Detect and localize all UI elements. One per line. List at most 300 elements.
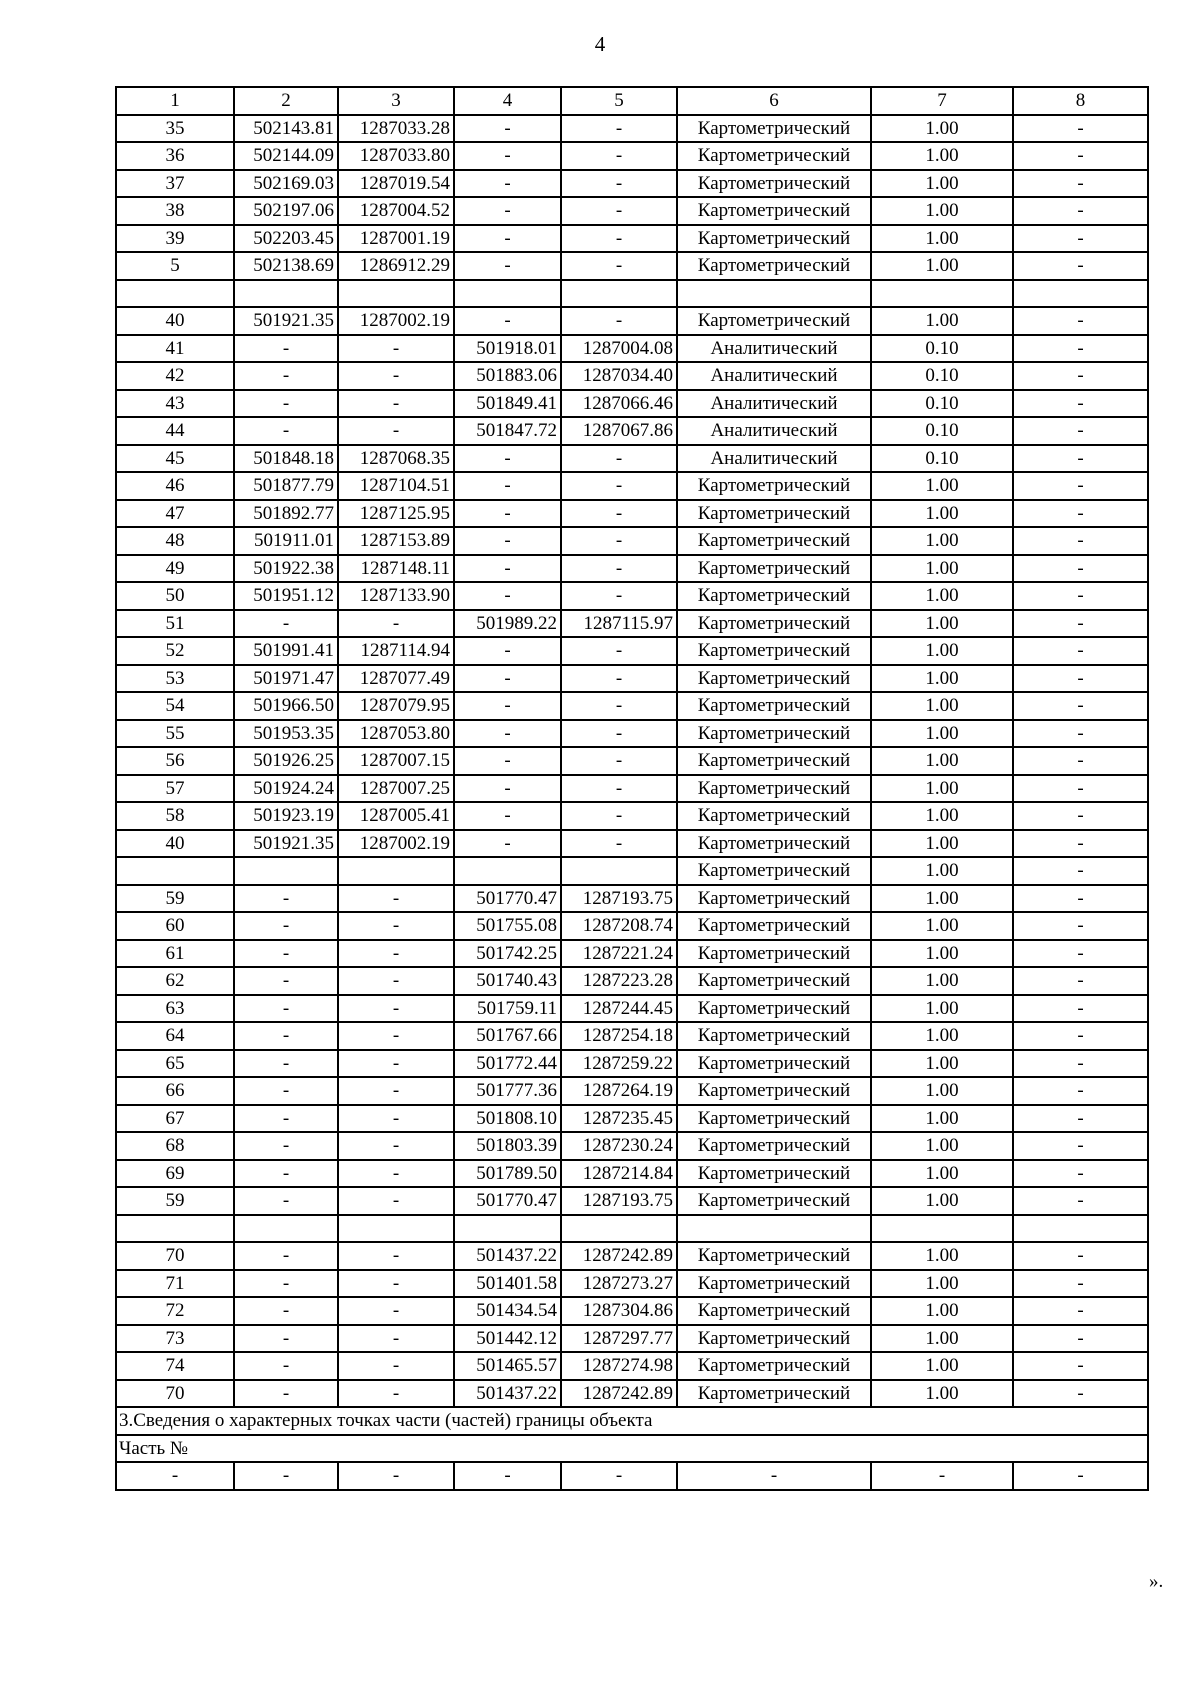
table-header-row bbox=[116, 87, 1148, 115]
point-number-cell: 72 bbox=[116, 1297, 234, 1325]
method-cell: Картометрический bbox=[677, 802, 871, 830]
table-row bbox=[116, 1462, 1148, 1490]
accuracy-cell: 0.10 bbox=[871, 445, 1013, 473]
x-coordinate-new-cell: 501777.36 bbox=[454, 1077, 561, 1105]
accuracy-cell: 1.00 bbox=[871, 692, 1013, 720]
y-coordinate-cell: - bbox=[338, 362, 454, 390]
x-coordinate-cell: - bbox=[234, 885, 338, 913]
method-cell: Картометрический bbox=[677, 527, 871, 555]
method-cell: Картометрический bbox=[677, 1105, 871, 1133]
description-cell: - bbox=[1013, 335, 1148, 363]
x-coordinate-cell: - bbox=[234, 995, 338, 1023]
table-cell: - bbox=[338, 1462, 454, 1490]
point-number-cell: 62 bbox=[116, 967, 234, 995]
y-coordinate-new-cell: - bbox=[561, 115, 677, 143]
x-coordinate-new-cell: 501759.11 bbox=[454, 995, 561, 1023]
part-label: Часть № bbox=[116, 1435, 1148, 1463]
x-coordinate-cell: 501971.47 bbox=[234, 665, 338, 693]
y-coordinate-new-cell: - bbox=[561, 170, 677, 198]
accuracy-cell: 0.10 bbox=[871, 335, 1013, 363]
accuracy-cell: 1.00 bbox=[871, 527, 1013, 555]
description-cell: - bbox=[1013, 1105, 1148, 1133]
point-number-cell: 71 bbox=[116, 1270, 234, 1298]
y-coordinate-new-cell: - bbox=[561, 555, 677, 583]
method-cell: Картометрический bbox=[677, 610, 871, 638]
y-coordinate-cell: - bbox=[338, 1187, 454, 1215]
x-coordinate-new-cell: - bbox=[454, 225, 561, 253]
y-coordinate-new-cell: - bbox=[561, 720, 677, 748]
accuracy-cell bbox=[871, 280, 1013, 308]
description-cell: - bbox=[1013, 500, 1148, 528]
method-cell: Картометрический bbox=[677, 197, 871, 225]
point-number-cell: 60 bbox=[116, 912, 234, 940]
table-row bbox=[116, 390, 1148, 418]
accuracy-cell: 1.00 bbox=[871, 885, 1013, 913]
point-number-cell: 50 bbox=[116, 582, 234, 610]
x-coordinate-cell: 502203.45 bbox=[234, 225, 338, 253]
point-number-cell bbox=[116, 1215, 234, 1243]
method-cell: Аналитический bbox=[677, 335, 871, 363]
description-cell: - bbox=[1013, 115, 1148, 143]
method-cell: Аналитический bbox=[677, 362, 871, 390]
x-coordinate-new-cell: - bbox=[454, 665, 561, 693]
description-cell: - bbox=[1013, 830, 1148, 858]
description-cell: - bbox=[1013, 170, 1148, 198]
x-coordinate-cell: - bbox=[234, 940, 338, 968]
y-coordinate-new-cell: - bbox=[561, 445, 677, 473]
x-coordinate-new-cell: - bbox=[454, 252, 561, 280]
description-cell: - bbox=[1013, 252, 1148, 280]
y-coordinate-cell: 1287079.95 bbox=[338, 692, 454, 720]
y-coordinate-new-cell: 1287242.89 bbox=[561, 1380, 677, 1408]
point-number-cell: 49 bbox=[116, 555, 234, 583]
point-number-cell: 48 bbox=[116, 527, 234, 555]
y-coordinate-new-cell: 1287274.98 bbox=[561, 1352, 677, 1380]
table-row bbox=[116, 1077, 1148, 1105]
y-coordinate-cell: 1287068.35 bbox=[338, 445, 454, 473]
x-coordinate-new-cell: 501789.50 bbox=[454, 1160, 561, 1188]
method-cell: Картометрический bbox=[677, 1160, 871, 1188]
method-cell: Картометрический bbox=[677, 775, 871, 803]
accuracy-cell: 1.00 bbox=[871, 1132, 1013, 1160]
x-coordinate-new-cell bbox=[454, 1215, 561, 1243]
point-number-cell: 69 bbox=[116, 1160, 234, 1188]
x-coordinate-cell: - bbox=[234, 1270, 338, 1298]
x-coordinate-cell: 502144.09 bbox=[234, 142, 338, 170]
description-cell bbox=[1013, 1215, 1148, 1243]
x-coordinate-new-cell: 501465.57 bbox=[454, 1352, 561, 1380]
method-cell: Картометрический bbox=[677, 500, 871, 528]
y-coordinate-cell: 1286912.29 bbox=[338, 252, 454, 280]
y-coordinate-new-cell: 1287214.84 bbox=[561, 1160, 677, 1188]
x-coordinate-new-cell: 501767.66 bbox=[454, 1022, 561, 1050]
method-cell: Картометрический bbox=[677, 170, 871, 198]
y-coordinate-new-cell: 1287034.40 bbox=[561, 362, 677, 390]
table-row bbox=[116, 1242, 1148, 1270]
y-coordinate-cell: 1287153.89 bbox=[338, 527, 454, 555]
accuracy-cell: 1.00 bbox=[871, 197, 1013, 225]
method-cell: Картометрический bbox=[677, 142, 871, 170]
x-coordinate-new-cell: - bbox=[454, 527, 561, 555]
y-coordinate-new-cell: 1287297.77 bbox=[561, 1325, 677, 1353]
x-coordinate-cell: 501923.19 bbox=[234, 802, 338, 830]
y-coordinate-new-cell: - bbox=[561, 637, 677, 665]
y-coordinate-new-cell: 1287273.27 bbox=[561, 1270, 677, 1298]
point-number-cell: 5 bbox=[116, 252, 234, 280]
description-cell: - bbox=[1013, 1160, 1148, 1188]
table-row bbox=[116, 197, 1148, 225]
table-cell: - bbox=[116, 1462, 234, 1490]
x-coordinate-cell: 501922.38 bbox=[234, 555, 338, 583]
method-cell: Картометрический bbox=[677, 857, 871, 885]
description-cell: - bbox=[1013, 610, 1148, 638]
table-row bbox=[116, 885, 1148, 913]
method-cell: Картометрический bbox=[677, 582, 871, 610]
method-cell: Картометрический bbox=[677, 995, 871, 1023]
method-cell: Картометрический bbox=[677, 912, 871, 940]
y-coordinate-new-cell: - bbox=[561, 802, 677, 830]
y-coordinate-new-cell: 1287115.97 bbox=[561, 610, 677, 638]
y-coordinate-new-cell: - bbox=[561, 582, 677, 610]
x-coordinate-new-cell: 501989.22 bbox=[454, 610, 561, 638]
y-coordinate-cell: - bbox=[338, 1022, 454, 1050]
point-number-cell: 58 bbox=[116, 802, 234, 830]
description-cell: - bbox=[1013, 1270, 1148, 1298]
table-row bbox=[116, 912, 1148, 940]
x-coordinate-new-cell: - bbox=[454, 692, 561, 720]
y-coordinate-cell bbox=[338, 857, 454, 885]
table-row bbox=[116, 1270, 1148, 1298]
column-header: 7 bbox=[871, 87, 1013, 115]
description-cell: - bbox=[1013, 197, 1148, 225]
y-coordinate-cell: 1287033.80 bbox=[338, 142, 454, 170]
x-coordinate-cell: - bbox=[234, 362, 338, 390]
y-coordinate-cell: - bbox=[338, 417, 454, 445]
y-coordinate-new-cell bbox=[561, 857, 677, 885]
table-row bbox=[116, 280, 1148, 308]
accuracy-cell: 1.00 bbox=[871, 1325, 1013, 1353]
table-row bbox=[116, 1160, 1148, 1188]
x-coordinate-new-cell: 501401.58 bbox=[454, 1270, 561, 1298]
method-cell: Картометрический bbox=[677, 692, 871, 720]
point-number-cell: 42 bbox=[116, 362, 234, 390]
description-cell: - bbox=[1013, 582, 1148, 610]
table-cell: - bbox=[561, 1462, 677, 1490]
accuracy-cell: 1.00 bbox=[871, 1022, 1013, 1050]
y-coordinate-cell: - bbox=[338, 390, 454, 418]
table-row bbox=[116, 472, 1148, 500]
y-coordinate-cell: - bbox=[338, 995, 454, 1023]
accuracy-cell: 1.00 bbox=[871, 1105, 1013, 1133]
x-coordinate-cell: - bbox=[234, 610, 338, 638]
method-cell: Картометрический bbox=[677, 665, 871, 693]
accuracy-cell: 1.00 bbox=[871, 967, 1013, 995]
y-coordinate-cell: - bbox=[338, 1325, 454, 1353]
x-coordinate-new-cell: 501755.08 bbox=[454, 912, 561, 940]
y-coordinate-new-cell: - bbox=[561, 527, 677, 555]
accuracy-cell: 1.00 bbox=[871, 115, 1013, 143]
x-coordinate-new-cell: 501772.44 bbox=[454, 1050, 561, 1078]
column-header: 6 bbox=[677, 87, 871, 115]
description-cell: - bbox=[1013, 1187, 1148, 1215]
x-coordinate-new-cell: 501437.22 bbox=[454, 1242, 561, 1270]
x-coordinate-new-cell: - bbox=[454, 197, 561, 225]
point-number-cell: 67 bbox=[116, 1105, 234, 1133]
y-coordinate-new-cell: - bbox=[561, 307, 677, 335]
description-cell: - bbox=[1013, 665, 1148, 693]
table-row bbox=[116, 1352, 1148, 1380]
method-cell: Картометрический bbox=[677, 1380, 871, 1408]
table-row bbox=[116, 995, 1148, 1023]
table-row bbox=[116, 802, 1148, 830]
x-coordinate-new-cell: 501770.47 bbox=[454, 885, 561, 913]
y-coordinate-new-cell bbox=[561, 280, 677, 308]
x-coordinate-cell: 501848.18 bbox=[234, 445, 338, 473]
point-number-cell: 70 bbox=[116, 1380, 234, 1408]
y-coordinate-new-cell: 1287259.22 bbox=[561, 1050, 677, 1078]
description-cell: - bbox=[1013, 307, 1148, 335]
description-cell: - bbox=[1013, 1022, 1148, 1050]
x-coordinate-cell: - bbox=[234, 1022, 338, 1050]
accuracy-cell: 1.00 bbox=[871, 995, 1013, 1023]
table-cell: - bbox=[871, 1462, 1013, 1490]
table-row bbox=[116, 720, 1148, 748]
x-coordinate-cell: - bbox=[234, 1380, 338, 1408]
y-coordinate-new-cell: - bbox=[561, 830, 677, 858]
x-coordinate-cell: - bbox=[234, 1077, 338, 1105]
x-coordinate-new-cell: - bbox=[454, 170, 561, 198]
y-coordinate-cell: - bbox=[338, 1380, 454, 1408]
y-coordinate-cell: 1287002.19 bbox=[338, 830, 454, 858]
x-coordinate-cell: - bbox=[234, 967, 338, 995]
y-coordinate-new-cell: 1287067.86 bbox=[561, 417, 677, 445]
y-coordinate-cell: 1287077.49 bbox=[338, 665, 454, 693]
x-coordinate-cell: 501924.24 bbox=[234, 775, 338, 803]
y-coordinate-cell: 1287125.95 bbox=[338, 500, 454, 528]
description-cell: - bbox=[1013, 142, 1148, 170]
method-cell: Аналитический bbox=[677, 445, 871, 473]
accuracy-cell: 1.00 bbox=[871, 802, 1013, 830]
closing-quote: ». bbox=[1149, 1571, 1164, 1592]
x-coordinate-cell: 501926.25 bbox=[234, 747, 338, 775]
y-coordinate-cell: - bbox=[338, 610, 454, 638]
table-row bbox=[116, 1297, 1148, 1325]
x-coordinate-new-cell: 501442.12 bbox=[454, 1325, 561, 1353]
table-cell: - bbox=[1013, 1462, 1148, 1490]
table-row bbox=[116, 610, 1148, 638]
description-cell: - bbox=[1013, 390, 1148, 418]
table-row bbox=[116, 500, 1148, 528]
x-coordinate-new-cell: - bbox=[454, 802, 561, 830]
x-coordinate-new-cell: 501740.43 bbox=[454, 967, 561, 995]
table-row bbox=[116, 417, 1148, 445]
y-coordinate-new-cell: 1287242.89 bbox=[561, 1242, 677, 1270]
y-coordinate-cell: - bbox=[338, 1105, 454, 1133]
method-cell: Картометрический bbox=[677, 637, 871, 665]
x-coordinate-cell: 501951.12 bbox=[234, 582, 338, 610]
accuracy-cell: 1.00 bbox=[871, 747, 1013, 775]
description-cell: - bbox=[1013, 1242, 1148, 1270]
table-row bbox=[116, 967, 1148, 995]
y-coordinate-new-cell: - bbox=[561, 472, 677, 500]
y-coordinate-new-cell: 1287235.45 bbox=[561, 1105, 677, 1133]
column-header: 5 bbox=[561, 87, 677, 115]
y-coordinate-new-cell: 1287193.75 bbox=[561, 885, 677, 913]
y-coordinate-new-cell: 1287230.24 bbox=[561, 1132, 677, 1160]
y-coordinate-cell: - bbox=[338, 1132, 454, 1160]
y-coordinate-cell: - bbox=[338, 1352, 454, 1380]
method-cell: Картометрический bbox=[677, 1132, 871, 1160]
x-coordinate-new-cell: - bbox=[454, 472, 561, 500]
x-coordinate-cell: - bbox=[234, 1352, 338, 1380]
accuracy-cell: 1.00 bbox=[871, 555, 1013, 583]
description-cell: - bbox=[1013, 692, 1148, 720]
table-cell: - bbox=[454, 1462, 561, 1490]
point-number-cell: 36 bbox=[116, 142, 234, 170]
table-row bbox=[116, 225, 1148, 253]
y-coordinate-cell: - bbox=[338, 1050, 454, 1078]
y-coordinate-cell: 1287007.15 bbox=[338, 747, 454, 775]
accuracy-cell: 1.00 bbox=[871, 1352, 1013, 1380]
x-coordinate-new-cell: - bbox=[454, 637, 561, 665]
y-coordinate-new-cell: 1287208.74 bbox=[561, 912, 677, 940]
point-number-cell: 45 bbox=[116, 445, 234, 473]
x-coordinate-cell: - bbox=[234, 1105, 338, 1133]
y-coordinate-cell: 1287001.19 bbox=[338, 225, 454, 253]
y-coordinate-cell: - bbox=[338, 1270, 454, 1298]
y-coordinate-cell: 1287148.11 bbox=[338, 555, 454, 583]
section-title-row bbox=[116, 1407, 1148, 1435]
y-coordinate-cell: 1287004.52 bbox=[338, 197, 454, 225]
y-coordinate-new-cell bbox=[561, 1215, 677, 1243]
table-row bbox=[116, 335, 1148, 363]
method-cell: Картометрический bbox=[677, 1242, 871, 1270]
table-row bbox=[116, 1380, 1148, 1408]
point-number-cell: 37 bbox=[116, 170, 234, 198]
y-coordinate-cell: - bbox=[338, 912, 454, 940]
point-number-cell: 64 bbox=[116, 1022, 234, 1050]
point-number-cell: 74 bbox=[116, 1352, 234, 1380]
x-coordinate-new-cell: - bbox=[454, 747, 561, 775]
accuracy-cell bbox=[871, 1215, 1013, 1243]
y-coordinate-new-cell: - bbox=[561, 747, 677, 775]
table-row bbox=[116, 1022, 1148, 1050]
x-coordinate-new-cell: - bbox=[454, 142, 561, 170]
table-row bbox=[116, 582, 1148, 610]
column-header: 1 bbox=[116, 87, 234, 115]
point-number-cell: 68 bbox=[116, 1132, 234, 1160]
accuracy-cell: 0.10 bbox=[871, 362, 1013, 390]
accuracy-cell: 1.00 bbox=[871, 940, 1013, 968]
accuracy-cell: 1.00 bbox=[871, 252, 1013, 280]
x-coordinate-cell: 502197.06 bbox=[234, 197, 338, 225]
description-cell: - bbox=[1013, 362, 1148, 390]
method-cell: Картометрический bbox=[677, 885, 871, 913]
x-coordinate-new-cell: 501847.72 bbox=[454, 417, 561, 445]
point-number-cell: 39 bbox=[116, 225, 234, 253]
point-number-cell: 38 bbox=[116, 197, 234, 225]
description-cell: - bbox=[1013, 1077, 1148, 1105]
y-coordinate-new-cell: 1287193.75 bbox=[561, 1187, 677, 1215]
x-coordinate-cell: 501921.35 bbox=[234, 307, 338, 335]
y-coordinate-new-cell: 1287264.19 bbox=[561, 1077, 677, 1105]
column-header: 3 bbox=[338, 87, 454, 115]
description-cell: - bbox=[1013, 747, 1148, 775]
x-coordinate-cell: 501966.50 bbox=[234, 692, 338, 720]
method-cell bbox=[677, 1215, 871, 1243]
x-coordinate-cell: 501877.79 bbox=[234, 472, 338, 500]
y-coordinate-new-cell: - bbox=[561, 692, 677, 720]
description-cell: - bbox=[1013, 1050, 1148, 1078]
accuracy-cell: 1.00 bbox=[871, 1160, 1013, 1188]
description-cell: - bbox=[1013, 857, 1148, 885]
y-coordinate-new-cell: 1287223.28 bbox=[561, 967, 677, 995]
coordinates-table-container bbox=[115, 86, 1147, 1491]
table-row bbox=[116, 857, 1148, 885]
point-number-cell: 54 bbox=[116, 692, 234, 720]
point-number-cell: 55 bbox=[116, 720, 234, 748]
x-coordinate-cell: - bbox=[234, 912, 338, 940]
accuracy-cell: 1.00 bbox=[871, 307, 1013, 335]
method-cell: Картометрический bbox=[677, 830, 871, 858]
description-cell: - bbox=[1013, 940, 1148, 968]
y-coordinate-cell: 1287104.51 bbox=[338, 472, 454, 500]
table-row bbox=[116, 555, 1148, 583]
description-cell: - bbox=[1013, 1132, 1148, 1160]
description-cell: - bbox=[1013, 967, 1148, 995]
x-coordinate-new-cell: - bbox=[454, 307, 561, 335]
table-row bbox=[116, 527, 1148, 555]
description-cell: - bbox=[1013, 472, 1148, 500]
accuracy-cell: 1.00 bbox=[871, 472, 1013, 500]
table-row bbox=[116, 940, 1148, 968]
y-coordinate-new-cell: - bbox=[561, 775, 677, 803]
y-coordinate-new-cell: - bbox=[561, 500, 677, 528]
y-coordinate-new-cell: 1287304.86 bbox=[561, 1297, 677, 1325]
y-coordinate-cell bbox=[338, 1215, 454, 1243]
accuracy-cell: 1.00 bbox=[871, 500, 1013, 528]
x-coordinate-new-cell: 501770.47 bbox=[454, 1187, 561, 1215]
description-cell: - bbox=[1013, 1297, 1148, 1325]
point-number-cell: 41 bbox=[116, 335, 234, 363]
x-coordinate-cell: - bbox=[234, 1325, 338, 1353]
y-coordinate-cell: - bbox=[338, 1077, 454, 1105]
y-coordinate-cell: 1287133.90 bbox=[338, 582, 454, 610]
y-coordinate-cell: 1287053.80 bbox=[338, 720, 454, 748]
x-coordinate-new-cell: - bbox=[454, 555, 561, 583]
table-row bbox=[116, 1325, 1148, 1353]
x-coordinate-new-cell: 501808.10 bbox=[454, 1105, 561, 1133]
description-cell: - bbox=[1013, 802, 1148, 830]
accuracy-cell: 1.00 bbox=[871, 610, 1013, 638]
table-cell: - bbox=[677, 1462, 871, 1490]
point-number-cell: 44 bbox=[116, 417, 234, 445]
y-coordinate-new-cell: 1287221.24 bbox=[561, 940, 677, 968]
table-row bbox=[116, 747, 1148, 775]
method-cell: Картометрический bbox=[677, 720, 871, 748]
x-coordinate-new-cell: - bbox=[454, 582, 561, 610]
accuracy-cell: 0.10 bbox=[871, 417, 1013, 445]
description-cell: - bbox=[1013, 885, 1148, 913]
y-coordinate-cell: - bbox=[338, 335, 454, 363]
description-cell: - bbox=[1013, 912, 1148, 940]
accuracy-cell: 1.00 bbox=[871, 857, 1013, 885]
description-cell: - bbox=[1013, 555, 1148, 583]
x-coordinate-cell: 502143.81 bbox=[234, 115, 338, 143]
x-coordinate-cell: 501892.77 bbox=[234, 500, 338, 528]
accuracy-cell: 1.00 bbox=[871, 1270, 1013, 1298]
point-number-cell: 47 bbox=[116, 500, 234, 528]
